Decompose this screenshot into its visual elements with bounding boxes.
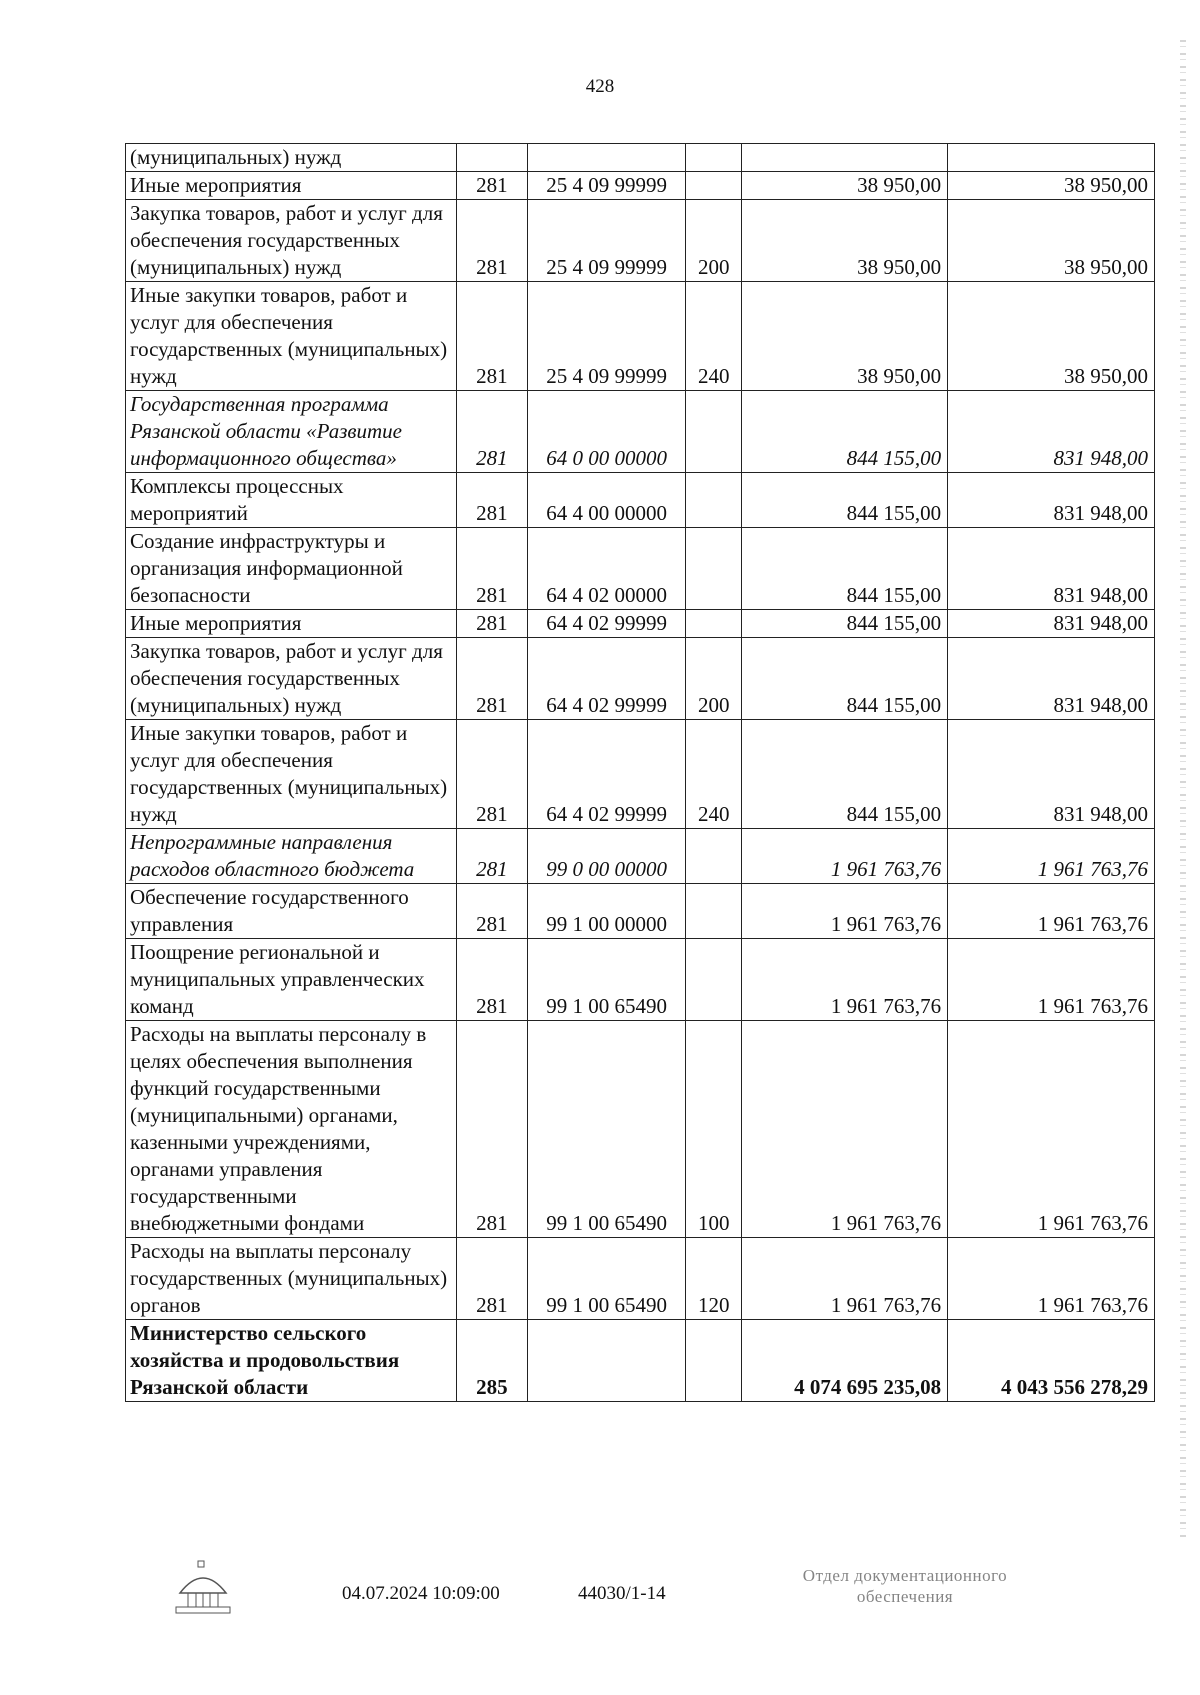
cell-sum-year-2 [948, 144, 1155, 172]
cell-name: Министерство сельского хозяйства и продовольствия Рязанской области [126, 1320, 457, 1402]
cell-expense-type: 200 [686, 638, 742, 720]
cell-sum-year-2: 1 961 763,76 [948, 1238, 1155, 1320]
table-row [126, 610, 1155, 638]
cell-sum-year-1: 844 155,00 [742, 610, 948, 638]
cell-ministry-code: 281 [456, 610, 527, 638]
table-row [126, 829, 1155, 884]
cell-expense-type [686, 528, 742, 610]
cell-sum-year-1: 844 155,00 [742, 473, 948, 528]
cell-target-code: 64 0 00 00000 [527, 391, 685, 473]
cell-ministry-code: 281 [456, 200, 527, 282]
cell-expense-type [686, 939, 742, 1021]
cell-target-code: 25 4 09 99999 [527, 282, 685, 391]
table-row [126, 391, 1155, 473]
cell-name: Непрограммные направления расходов областного бюджета [126, 829, 457, 884]
cell-name: Иные закупки товаров, работ и услуг для обеспечения государственных (муниципальных) нужд [126, 720, 457, 829]
table-row [126, 1320, 1155, 1402]
cell-expense-type: 200 [686, 200, 742, 282]
cell-sum-year-1: 38 950,00 [742, 282, 948, 391]
cell-target-code [527, 144, 685, 172]
cell-sum-year-1: 1 961 763,76 [742, 884, 948, 939]
cell-ministry-code: 281 [456, 391, 527, 473]
cell-expense-type [686, 391, 742, 473]
cell-name: Обеспечение государственного управления [126, 884, 457, 939]
dome-logo-icon [168, 1559, 238, 1617]
table-row [126, 884, 1155, 939]
cell-expense-type [686, 473, 742, 528]
cell-expense-type [686, 172, 742, 200]
cell-target-code: 64 4 02 00000 [527, 528, 685, 610]
table-row [126, 1238, 1155, 1320]
table-row [126, 939, 1155, 1021]
table-row [126, 720, 1155, 829]
cell-ministry-code: 281 [456, 720, 527, 829]
cell-sum-year-1: 4 074 695 235,08 [742, 1320, 948, 1402]
cell-sum-year-2: 4 043 556 278,29 [948, 1320, 1155, 1402]
cell-name: Расходы на выплаты персоналу государственных (муниципальных) органов [126, 1238, 457, 1320]
cell-sum-year-2: 831 948,00 [948, 391, 1155, 473]
cell-name: Поощрение региональной и муниципальных управленческих команд [126, 939, 457, 1021]
cell-sum-year-2: 831 948,00 [948, 610, 1155, 638]
page-number: 428 [585, 76, 615, 97]
cell-name: Расходы на выплаты персоналу в целях обеспечения выполнения функций государственными (муниципальными) органами, казенными учреждениями, органами управления государственными внебюджетными фондами [126, 1021, 457, 1238]
cell-sum-year-1: 844 155,00 [742, 638, 948, 720]
cell-sum-year-2: 831 948,00 [948, 528, 1155, 610]
cell-sum-year-2: 1 961 763,76 [948, 829, 1155, 884]
cell-sum-year-2: 38 950,00 [948, 172, 1155, 200]
cell-target-code: 25 4 09 99999 [527, 172, 685, 200]
table-row [126, 172, 1155, 200]
cell-expense-type: 240 [686, 282, 742, 391]
cell-name: Иные мероприятия [126, 610, 457, 638]
cell-ministry-code: 281 [456, 829, 527, 884]
table-row [126, 200, 1155, 282]
cell-name: Создание инфраструктуры и организация информационной безопасности [126, 528, 457, 610]
footer-department-stamp: Отдел документационного обеспечения [802, 1566, 1008, 1606]
cell-target-code: 99 1 00 65490 [527, 939, 685, 1021]
cell-expense-type: 120 [686, 1238, 742, 1320]
cell-name: Комплексы процессных мероприятий [126, 473, 457, 528]
cell-expense-type [686, 829, 742, 884]
cell-expense-type [686, 610, 742, 638]
cell-sum-year-2: 831 948,00 [948, 473, 1155, 528]
cell-target-code: 99 1 00 65490 [527, 1021, 685, 1238]
cell-ministry-code: 285 [456, 1320, 527, 1402]
cell-name: Государственная программа Рязанской области «Развитие информационного общества» [126, 391, 457, 473]
cell-sum-year-2: 1 961 763,76 [948, 1021, 1155, 1238]
table-row [126, 282, 1155, 391]
cell-target-code: 25 4 09 99999 [527, 200, 685, 282]
cell-sum-year-1: 1 961 763,76 [742, 939, 948, 1021]
cell-name: Закупка товаров, работ и услуг для обеспечения государственных (муниципальных) нужд [126, 638, 457, 720]
cell-sum-year-2: 38 950,00 [948, 282, 1155, 391]
table-body [126, 144, 1155, 1402]
cell-target-code: 99 1 00 00000 [527, 884, 685, 939]
cell-sum-year-1: 1 961 763,76 [742, 829, 948, 884]
footer-date: 04.07.2024 10:09:00 [342, 1583, 500, 1604]
cell-target-code: 64 4 02 99999 [527, 610, 685, 638]
cell-sum-year-1: 1 961 763,76 [742, 1238, 948, 1320]
cell-ministry-code: 281 [456, 1021, 527, 1238]
cell-name: (муниципальных) нужд [126, 144, 457, 172]
cell-target-code [527, 1320, 685, 1402]
cell-sum-year-2: 38 950,00 [948, 200, 1155, 282]
cell-sum-year-1: 38 950,00 [742, 200, 948, 282]
table-row [126, 1021, 1155, 1238]
cell-name: Иные закупки товаров, работ и услуг для обеспечения государственных (муниципальных) нужд [126, 282, 457, 391]
table-row [126, 473, 1155, 528]
cell-expense-type: 240 [686, 720, 742, 829]
cell-sum-year-2: 831 948,00 [948, 638, 1155, 720]
cell-name: Закупка товаров, работ и услуг для обеспечения государственных (муниципальных) нужд [126, 200, 457, 282]
budget-table [125, 143, 1155, 1402]
cell-sum-year-1: 1 961 763,76 [742, 1021, 948, 1238]
cell-expense-type [686, 884, 742, 939]
cell-name: Иные мероприятия [126, 172, 457, 200]
table-row [126, 144, 1155, 172]
footer-doc-number: 44030/1-14 [578, 1583, 666, 1604]
cell-sum-year-1: 844 155,00 [742, 720, 948, 829]
cell-target-code: 64 4 00 00000 [527, 473, 685, 528]
cell-sum-year-1 [742, 144, 948, 172]
cell-ministry-code: 281 [456, 172, 527, 200]
cell-ministry-code: 281 [456, 1238, 527, 1320]
cell-target-code: 64 4 02 99999 [527, 720, 685, 829]
cell-target-code: 64 4 02 99999 [527, 638, 685, 720]
cell-ministry-code: 281 [456, 939, 527, 1021]
cell-sum-year-2: 1 961 763,76 [948, 884, 1155, 939]
cell-sum-year-2: 1 961 763,76 [948, 939, 1155, 1021]
cell-sum-year-2: 831 948,00 [948, 720, 1155, 829]
cell-ministry-code: 281 [456, 528, 527, 610]
cell-ministry-code: 281 [456, 282, 527, 391]
cell-expense-type: 100 [686, 1021, 742, 1238]
cell-sum-year-1: 844 155,00 [742, 391, 948, 473]
cell-ministry-code: 281 [456, 638, 527, 720]
cell-sum-year-1: 38 950,00 [742, 172, 948, 200]
cell-ministry-code: 281 [456, 473, 527, 528]
cell-target-code: 99 0 00 00000 [527, 829, 685, 884]
cell-target-code: 99 1 00 65490 [527, 1238, 685, 1320]
cell-ministry-code [456, 144, 527, 172]
cell-sum-year-1: 844 155,00 [742, 528, 948, 610]
scan-edge-artifact [1180, 40, 1186, 1540]
table-row [126, 528, 1155, 610]
cell-expense-type [686, 144, 742, 172]
cell-ministry-code: 281 [456, 884, 527, 939]
cell-expense-type [686, 1320, 742, 1402]
table-row [126, 638, 1155, 720]
